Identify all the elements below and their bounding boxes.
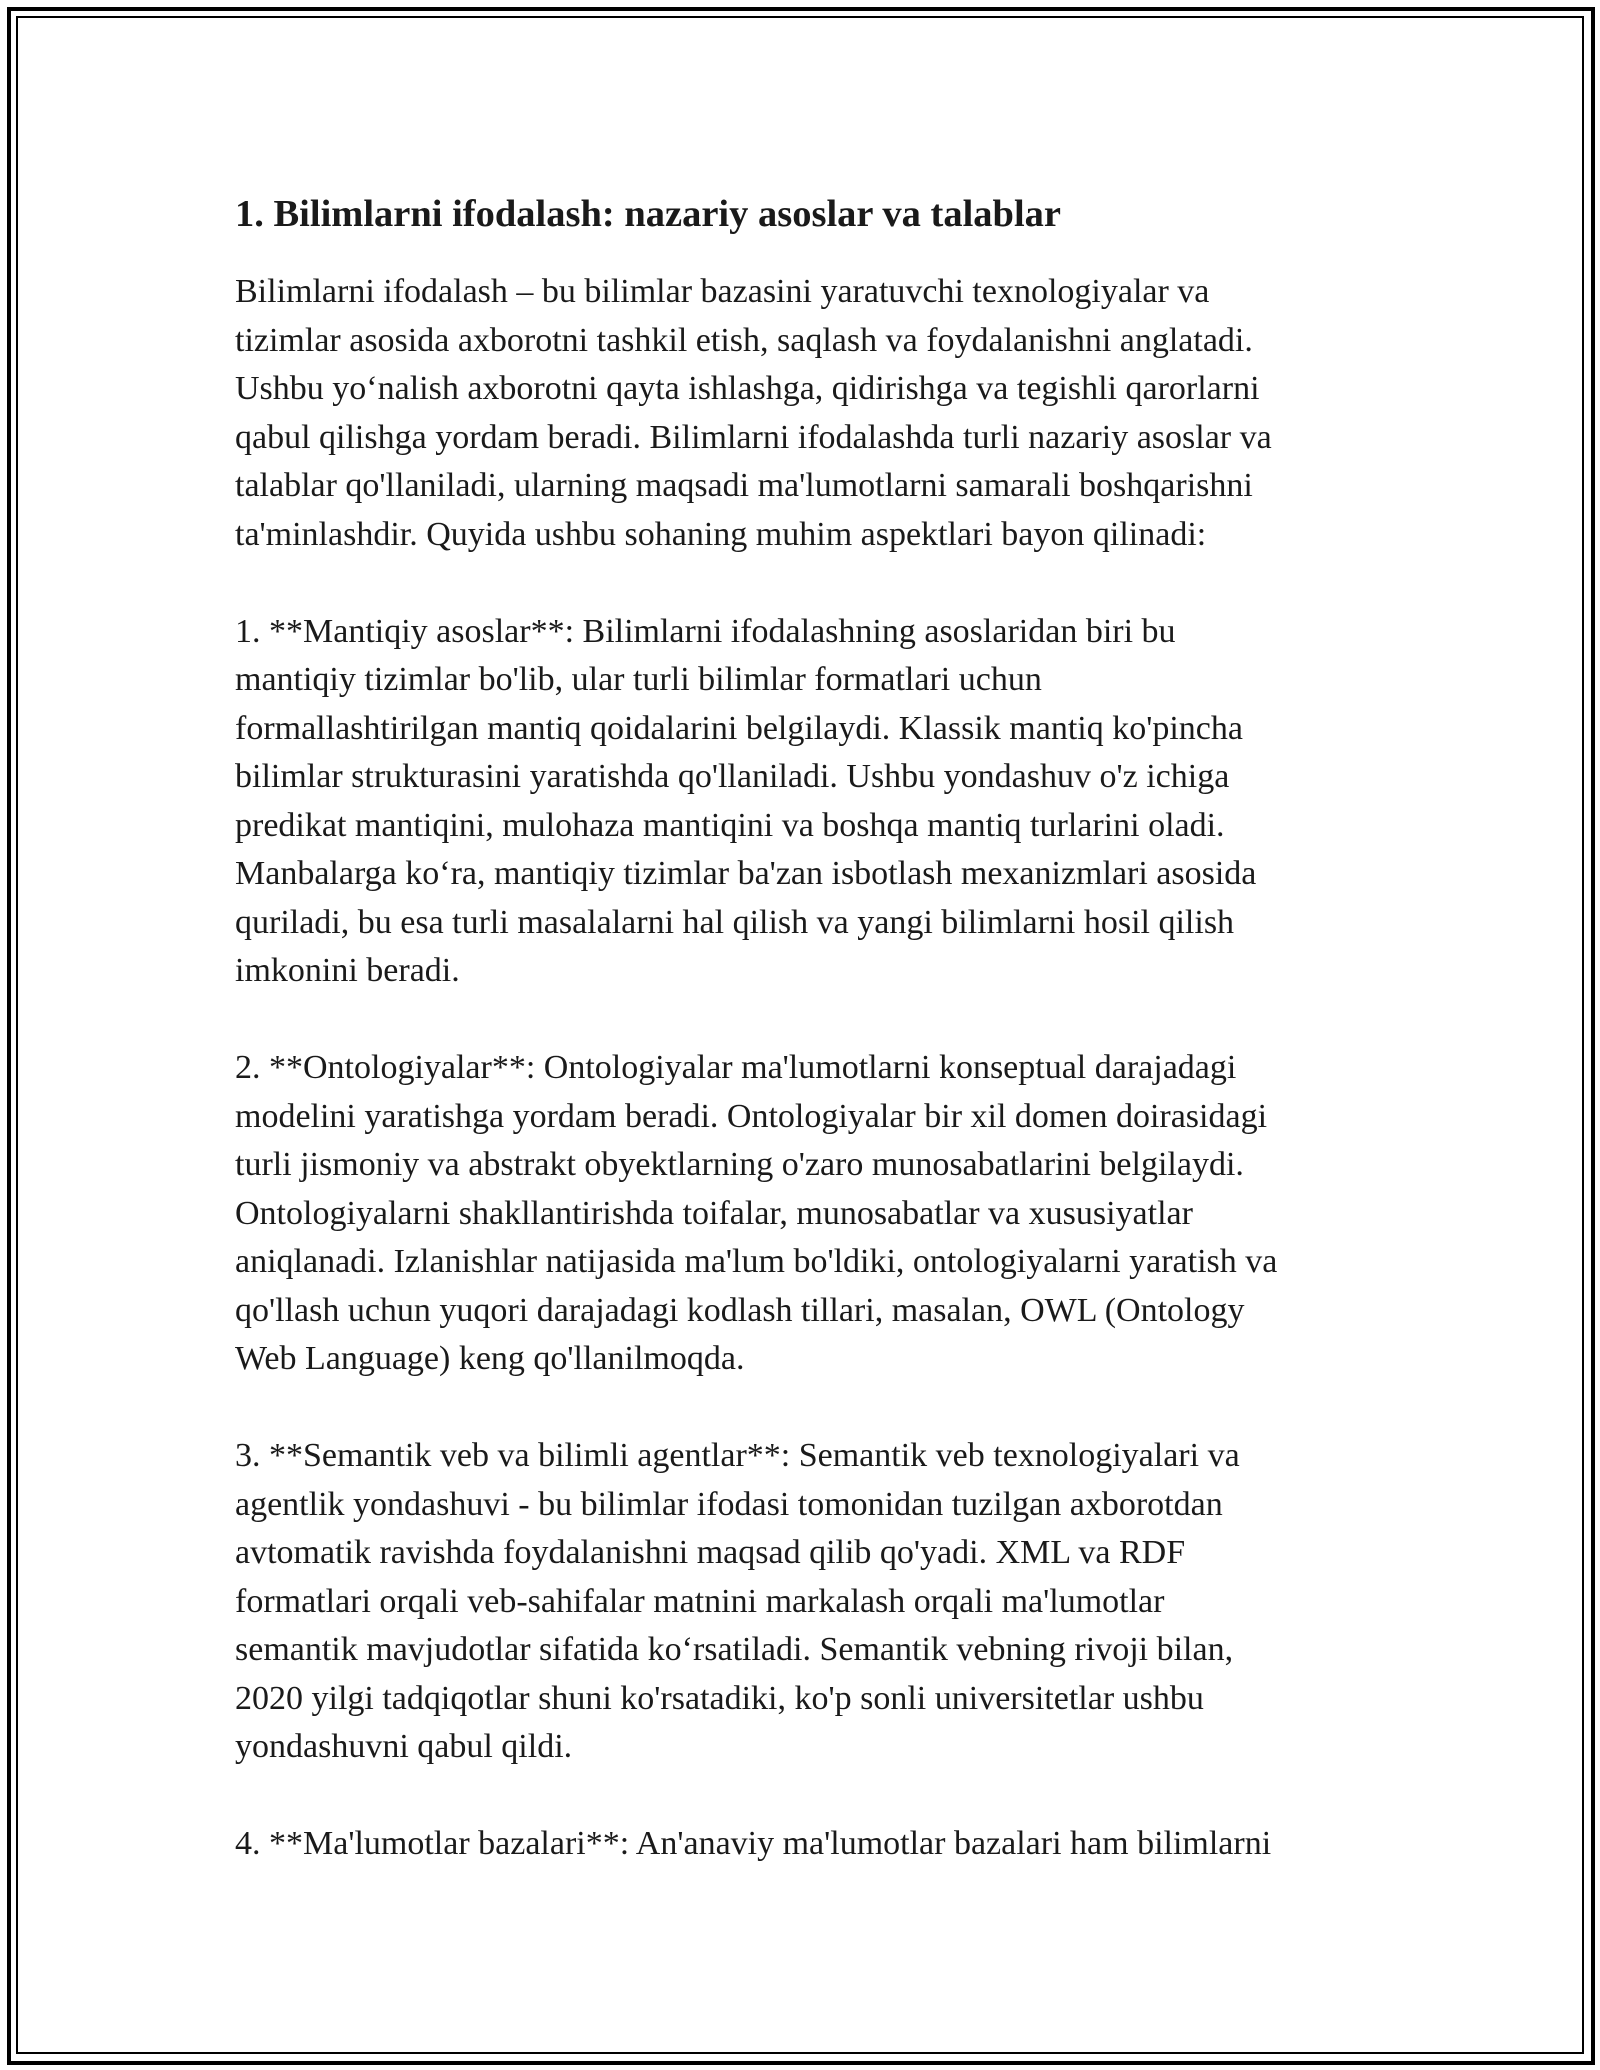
section-ontologiyalar: 2. **Ontologiyalar**: Ontologiyalar ma'lumotlarni konseptual darajadagi modelini yaratishga yordam beradi. Ontologiyalar bir xil domen doirasidagi turli jismoniy va abstrakt obyektlarning o'zaro munosabatlarini belgilaydi. Ontologiyalarni shakllantirishda toifalar, munosabatlar va xususiyatlar aniqlanadi. Izlanishlar natijasida ma'lum bo'ldiki, ontologiyalarni yaratish va qo'llash uchun yuqori darajadagi kodlash tillari, masalan, OWL (Ontology Web Language) keng qo'llanilmoqda. bbox=[235, 1049, 1278, 1377]
document-body bbox=[235, 187, 1375, 1917]
intro-paragraph: Bilimlarni ifodalash – bu bilimlar bazasini yaratuvchi texnologiyalar va tizimlar asosida axborotni tashkil etish, saqlash va foydalanishni anglatadi. Ushbu yo‘nalish axborotni qayta ishlashga, qidirishga va tegishli qarorlarni qabul qilishga yordam beradi. Bilimlarni ifodalashda turli nazariy asoslar va talablar qo'llaniladi, ularning maqsadi ma'lumotlarni samarali boshqarishni ta'minlashdir. Quyida ushbu sohaning muhim aspektlari bayon qilinadi: bbox=[235, 273, 1272, 553]
section-semantik-veb: 3. **Semantik veb va bilimli agentlar**: Semantik veb texnologiyalari va agentlik yondashuvi - bu bilimlar ifodasi tomonidan tuzilgan axborotdan avtomatik ravishda foydalanishni maqsad qilib qo'yadi. XML va RDF formatlari orqali veb-sahifalar matnini markalash orqali ma'lumotlar semantik mavjudotlar sifatida ko‘rsatiladi. Semantik vebning rivoji bilan, 2020 yilgi tadqiqotlar shuni ko'rsatadiki, ko'p sonli universitetlar ushbu yondashuvni qabul qildi. bbox=[235, 1437, 1240, 1765]
document-title: 1. Bilimlarni ifodalash: nazariy asoslar va talablar bbox=[235, 193, 1062, 235]
section-malumotlar-bazalari: 4. **Ma'lumotlar bazalari**: An'anaviy ma'lumotlar bazalari ham bilimlarni bbox=[235, 1825, 1272, 1862]
section-mantiqiy-asoslar: 1. **Mantiqiy asoslar**: Bilimlarni ifodalashning asoslaridan biri bu mantiqiy tizimlar bo'lib, ular turli bilimlar formatlari uchun formallashtirilgan mantiq qoidalarini belgilaydi. Klassik mantiq ko'pincha bilimlar strukturasini yaratishda qo'llaniladi. Ushbu yondashuv o'z ichiga predikat mantiqini, mulohaza mantiqini va boshqa mantiq turlarini oladi. Manbalarga ko‘ra, mantiqiy tizimlar ba'zan isbotlash mexanizmlari asosida quriladi, bu esa turli masalalarni hal qilish va yangi bilimlarni hosil qilish imkonini beradi. bbox=[235, 612, 1257, 989]
